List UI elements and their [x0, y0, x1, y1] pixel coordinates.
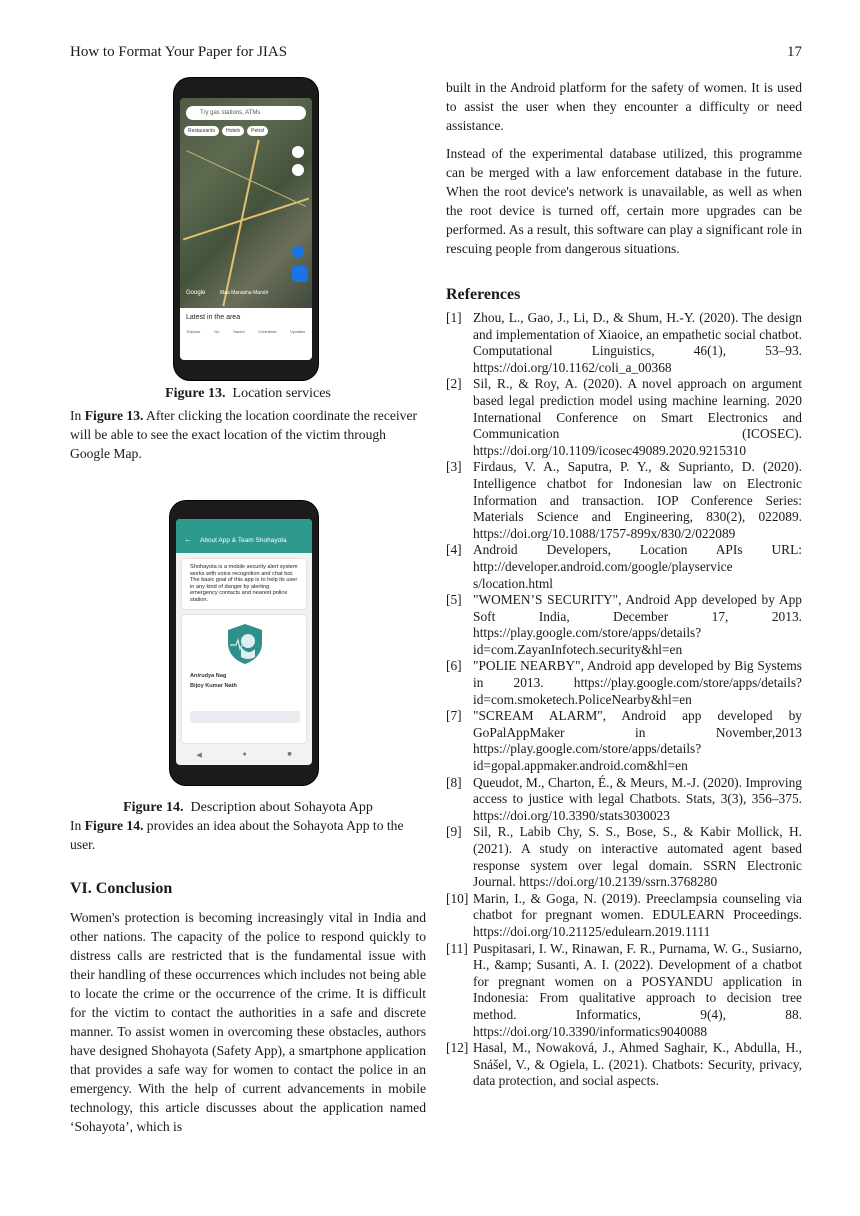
tab-saved: Saved — [233, 329, 245, 334]
conclusion-paragraph-continued: built in the Android platform for the safety of women. It is used to assist the user when they encounter a difficulty or need assistance. — [446, 80, 802, 133]
reference-item: [12] Hasal, M., Nowaková, J., Ahmed Saghair, K., Abdulla, H., Snášel, V., & Ogiela, L. (2021). Chatbots: Security, privacy, data protection, and social aspects. — [446, 1040, 802, 1089]
figure-14-ref: Figure 14. — [84, 818, 144, 833]
developer-name-1: Anirudya Nag — [190, 672, 227, 679]
conclusion-future-work: Instead of the experimental database utilized, this programme can be merged with a law enforcement database in the future. When the root device's network is unavailable, as well as when the root device is turned off, certain more upgrades can be performed. As a result, this software can play a significant role in rescuing people from dangerous situations. — [446, 146, 802, 256]
figure-14-label: Figure 14. — [123, 800, 184, 815]
chip-restaurants: Restaurants — [184, 126, 219, 136]
app-bar — [176, 519, 312, 553]
reference-item: [8] Queudot, M., Charton, É., & Meurs, M.-J. (2020). Improving access to justice with legal Chatbots. Stats, 3(3), 356–375. https://doi.org/10.3390/stats3030023 — [446, 774, 802, 823]
tab-contribute: Contribute — [258, 329, 277, 334]
about-card: Shohayota is a mobile security alert system works with voice recognition and chat bot. The basic goal of this app is to help its user in any kind of danger by alerting emergency contacts and nearest police station. — [182, 559, 306, 609]
nav-back-icon: ◀ — [196, 752, 202, 759]
layers-icon — [292, 146, 304, 158]
figure-14-caption — [70, 800, 426, 816]
satellite-map — [180, 98, 312, 308]
reference-item: [10] Marin, I., & Goga, N. (2019). Preeclampsia counseling via chatbot for pregnant women. EDULEARN Proceedings. https://doi.org/10.21125/edulearn.2019.1111 — [446, 890, 802, 939]
figure-13-phone-image — [174, 78, 318, 380]
faded-footer-text — [190, 711, 300, 723]
about-screen — [176, 519, 312, 765]
running-header — [70, 44, 802, 61]
reference-item: [3] Firdaus, V. A., Saputra, P. Y., & Suprianto, D. (2020). Intelligence chatbot for Indonesian law on Electronic Information and transaction. IOP Conference Series: Materials Science and Engineering, 830(2), 022089. https://doi.org/10.1088/1757-899x/830/2/022089 — [446, 459, 802, 541]
figure-13-caption-text: Location services — [232, 386, 331, 401]
figure-13-ref: Figure 13. — [84, 408, 144, 423]
conclusion-heading: VI. Conclusion — [70, 880, 173, 897]
figure-13-label: Figure 13. — [165, 386, 226, 401]
team-card — [182, 615, 306, 743]
google-logo: Google — [186, 290, 206, 296]
figure-14-paragraph — [70, 816, 426, 854]
map-place-label: Maa Manasha Mandir — [220, 290, 269, 296]
developer-name-2: Bijoy Kumar Nath — [190, 682, 237, 689]
reference-item: [6] "POLIE NEARBY", Android app developed by Big Systems in 2013. https://play.google.com/store/apps/details?id=com.smoketech.PoliceNearby&hl=en — [446, 658, 802, 707]
maps-chips — [184, 126, 268, 136]
figure-13-para-text: After clicking the location coordinate the receiver will be able to see the exact location of the victim through Google Map. — [70, 408, 418, 461]
reference-item: [4] Android Developers, Location APIs URL: http://developer.android.com/google/playservice s/location.html — [446, 542, 802, 591]
locate-icon — [292, 246, 304, 258]
chip-hotels: Hotels — [222, 126, 244, 136]
directions-icon — [292, 266, 308, 282]
figure-14-para-text: provides an idea about the Sohayota App to the user. — [70, 818, 404, 852]
nav-recents-icon: ■ — [287, 751, 292, 758]
reference-item: [7] "SCREAM ALARM", Android app developed by GoPalAppMaker in November,2013 https://play.google.com/store/apps/details?id=gopal.appmaker.android.com&hl=en — [446, 708, 802, 774]
references-heading: References — [446, 286, 521, 303]
right-column — [446, 78, 802, 1090]
reference-item: [9] Sil, R., Labib Chy, S. S., Bose, S., & Kabir Mollick, H. (2021). A study on interactive automated agent based response system over legal domain. SSRN Electronic Journal. https://doi.org/10.2139/ssrn.3768280 — [446, 824, 802, 890]
app-bar-title: About App & Team Shohayota — [200, 537, 287, 544]
tab-updates: Updates — [290, 329, 306, 334]
page-number: 17 — [787, 44, 802, 60]
maps-search-input: Try gas stations, ATMs — [186, 106, 306, 120]
chip-petrol: Petrol — [247, 126, 268, 136]
tab-go: Go — [214, 329, 220, 334]
shield-logo-icon — [226, 623, 264, 665]
figure-13-para-prefix: In — [70, 408, 85, 423]
left-column — [70, 78, 426, 1136]
compass-icon — [292, 164, 304, 176]
back-arrow-icon: ← — [184, 535, 192, 544]
figure-14-caption-text: Description about Sohayota App — [190, 800, 373, 815]
maps-screen — [180, 98, 312, 360]
maps-tabs — [180, 329, 312, 334]
figure-14-para-prefix: In — [70, 818, 85, 833]
reference-item: [5] "WOMEN’S SECURITY", Android App developed by App Soft India, December 17, 2013. https://play.google.com/store/apps/details?id=com.ZayanInfotech.security&hl=en — [446, 592, 802, 657]
sheet-title: Latest in the area — [186, 314, 241, 321]
android-navbar — [176, 751, 312, 759]
figure-14-phone-image — [170, 501, 318, 785]
reference-list — [446, 310, 802, 1090]
figure-13-paragraph — [70, 406, 426, 463]
bottom-sheet — [180, 308, 312, 360]
reference-item: [11] Puspitasari, I. W., Rinawan, F. R., Purnama, W. G., Susiarno, H., &amp; Susanti, A. I. (2022). Development of a chatbot for pregnant women on a POSYANDU application in Indonesia: From qualitative approach to decision tree method. Informatics, 9(4), 88. https://doi.org/10.3390/informatics9040088 — [446, 940, 802, 1039]
reference-item: [1] Zhou, L., Gao, J., Li, D., & Shum, H.-Y. (2020). The design and implementation of Xiaoice, an empathetic social chatbot. Computational Linguistics, 46(1), 53–93. https://doi.org/10.1162/coli_a_00368 — [446, 310, 802, 375]
conclusion-paragraph: Women's protection is becoming increasingly vital in India and other nations. The capacity of the police to respond quickly to distress calls are restricted that is the fundamental issue with their handling of these occurrences which includes not being able to locate the crime or the occurrence of the crime. It is difficult for the victim to contact the authorities in a safe and discrete manner. To assist women in overcoming these obstacles, authors have designed Shohayota (Safety App), a smartphone application that provides a safe way for women to contact the police in an emergency. With the help of current advancements in mobile technology, this article discusses about the application named ‘Sohayota’, which is — [70, 910, 426, 1134]
reference-item: [2] Sil, R., & Roy, A. (2020). A novel approach on argument based legal prediction model using machine learning. 2020 International Conference on Smart Electronics and Communication (ICOSEC). https://doi.org/10.1109/icosec49089.2020.9215310 — [446, 376, 802, 458]
figure-13-caption — [70, 386, 426, 402]
nav-home-icon: ● — [242, 751, 247, 758]
header-title: How to Format Your Paper for JIAS — [70, 44, 288, 60]
tab-explore: Explore — [186, 329, 201, 334]
